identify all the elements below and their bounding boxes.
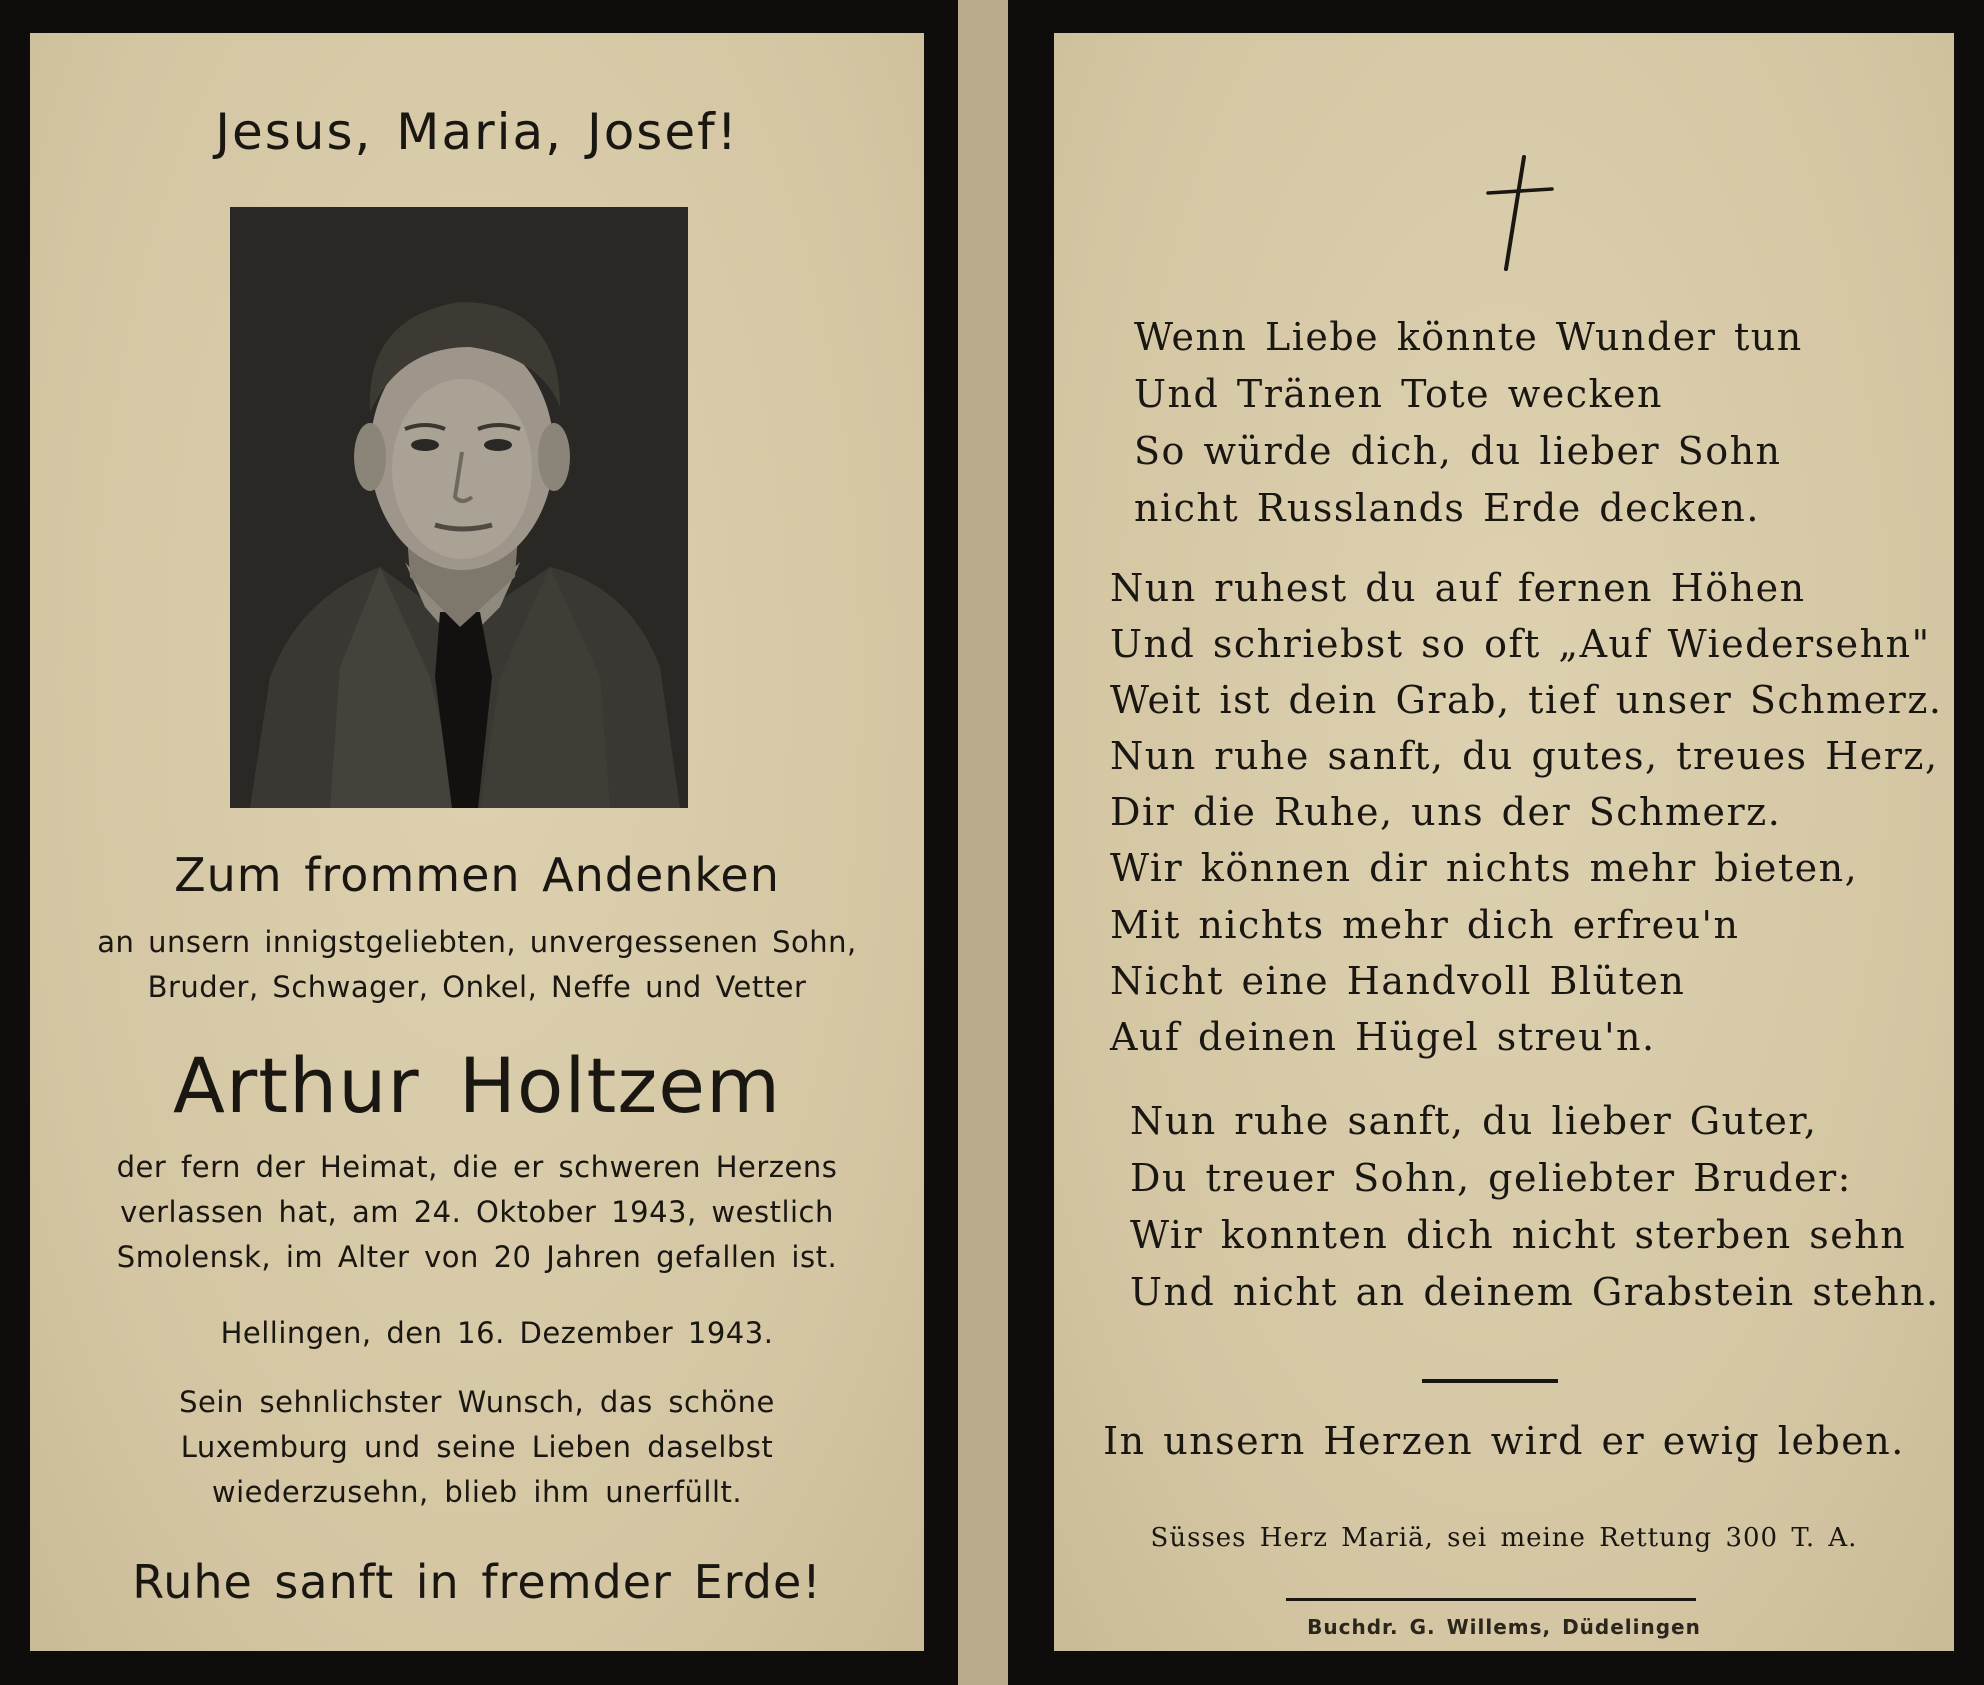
left-card (30, 33, 924, 1651)
poem-line: Wir konnten dich nicht sterben sehn (1130, 1213, 1907, 1257)
poem-line: Und nicht an deinem Grabstein stehn. (1130, 1270, 1940, 1314)
wish-line: Luxemburg und seine Lieben daselbst (180, 1430, 774, 1464)
portrait-illustration (230, 207, 688, 808)
portrait-photo (230, 207, 688, 808)
poem-line: Und Tränen Tote wecken (1134, 372, 1663, 416)
divider (1286, 1598, 1696, 1601)
death-notice-line: Smolensk, im Alter von 20 Jahren gefallen ist. (116, 1240, 838, 1274)
place-date: Hellingen, den 16. Dezember 1943. (220, 1316, 774, 1350)
poem-line: So würde dich, du lieber Sohn (1134, 429, 1782, 473)
prayer-line: Süsses Herz Mariä, sei meine Rettung 300 T. A. (1150, 1523, 1858, 1553)
poem-line: nicht Russlands Erde decken. (1134, 486, 1760, 530)
card-header: Jesus, Maria, Josef! (215, 103, 739, 161)
poem-line: Nun ruhe sanft, du lieber Guter, (1130, 1099, 1818, 1143)
poem-line: Du treuer Sohn, geliebter Bruder: (1130, 1156, 1852, 1200)
memorial-title: Zum frommen Andenken (174, 848, 780, 902)
dedication-line: an unsern innigstgeliebten, unvergessenen Sohn, (97, 925, 857, 959)
deceased-name: Arthur Holtzem (172, 1041, 782, 1130)
poem-line: Nun ruhest du auf fernen Höhen (1110, 566, 1806, 610)
left-card-frame (0, 0, 958, 1685)
poem-line: Auf deinen Hügel streu'n. (1110, 1015, 1656, 1059)
poem-line: Nun ruhe sanft, du gutes, treues Herz, (1110, 734, 1939, 778)
cross-icon (1484, 153, 1556, 273)
death-notice-line: verlassen hat, am 24. Oktober 1943, westlich (120, 1195, 834, 1229)
closing-line: Ruhe sanft in fremder Erde! (132, 1555, 822, 1609)
eternal-line: In unsern Herzen wird er ewig leben. (1103, 1419, 1905, 1463)
right-card-frame (1008, 0, 1984, 1685)
dedication-line: Bruder, Schwager, Onkel, Neffe und Vetter (147, 970, 807, 1004)
right-card (1054, 33, 1954, 1651)
poem-line: Dir die Ruhe, uns der Schmerz. (1110, 790, 1782, 834)
poem-line: Nicht eine Handvoll Blüten (1110, 959, 1686, 1003)
wish-line: wiederzusehn, blieb ihm unerfüllt. (211, 1475, 743, 1509)
poem-line: Wir können dir nichts mehr bieten, (1110, 846, 1859, 890)
divider (1422, 1379, 1558, 1383)
poem-line: Und schriebst so oft „Auf Wiedersehn" (1110, 622, 1931, 666)
wish-line: Sein sehnlichster Wunsch, das schöne (179, 1385, 775, 1419)
poem-line: Mit nichts mehr dich erfreu'n (1110, 903, 1740, 947)
death-notice-line: der fern der Heimat, die er schweren Herzens (116, 1150, 838, 1184)
poem-line: Wenn Liebe könnte Wunder tun (1134, 315, 1803, 359)
poem-line: Weit ist dein Grab, tief unser Schmerz. (1110, 678, 1943, 722)
printer-imprint: Buchdr. G. Willems, Düdelingen (1307, 1615, 1701, 1639)
